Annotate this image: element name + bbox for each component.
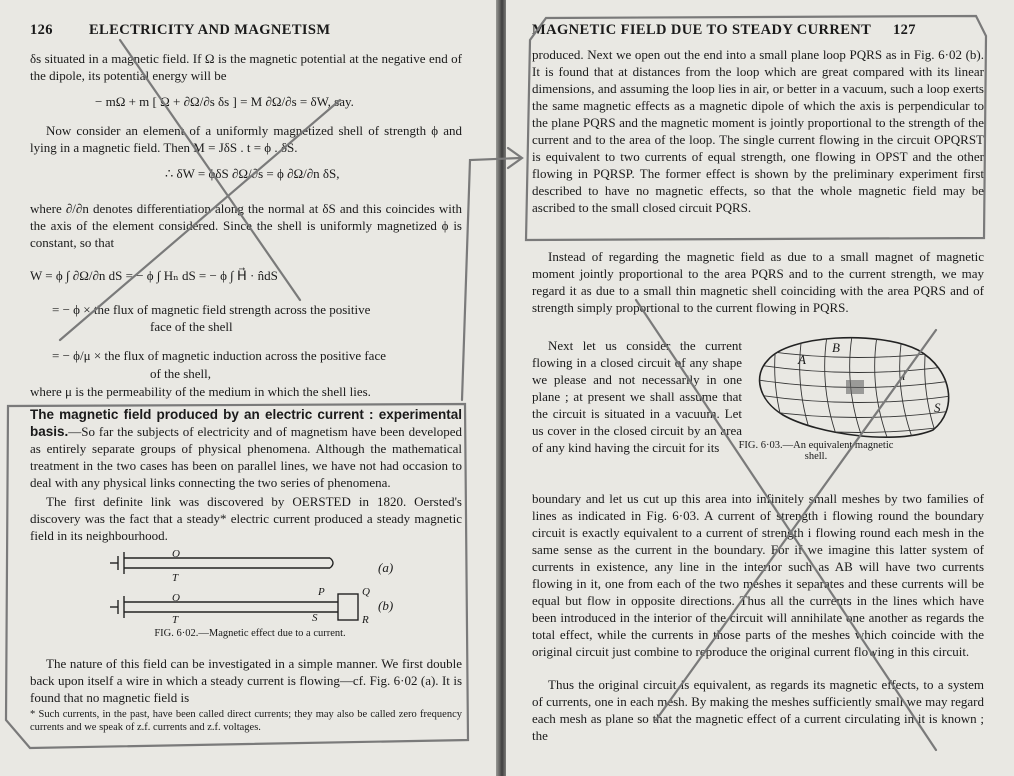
right-page [506, 0, 1014, 776]
figure-6-03 [758, 330, 958, 440]
fig-label-s-shell: S [934, 400, 941, 415]
right-paragraph-2: Instead of regarding the magnetic field as due to a small magnet of magnetic moment jointly proportional to the area PQRS and to the current strength, we may regard it as due to a small thin magnetic shell coinciding with the area PQRS and of strength simply proportional to the current flowing in PQRS. [532, 249, 984, 315]
loop-pqrs [338, 594, 358, 620]
equation-1: − mΩ + m [ Ω + ∂Ω/∂s δs ] = M ∂Ω/∂s = δW, say. [95, 94, 354, 109]
right-head-title: MAGNETIC FIELD DUE TO STEADY CURRENT [532, 22, 871, 38]
fig-label-i: i [902, 368, 906, 383]
figure-6-02-caption: FIG. 6·02.—Magnetic effect due to a current. [154, 628, 346, 639]
fig-label-a-mesh: A [798, 352, 806, 367]
right-paragraph-4: Thus the original circuit is equivalent, as regards its magnetic effects, to a system of currents, one in each mesh. By making the meshes sufficiently small we may regard each mesh as plane so that the magnetic effect of a current circulating in it is known ; the [532, 677, 984, 743]
section-block [30, 406, 462, 491]
section-title: The magnetic field produced by an electric current : experimental basis. [30, 407, 462, 439]
equation-5-cont: of the shell, [150, 366, 212, 381]
equation-3: W = ϕ ∫ ∂Ω/∂n dS = − ϕ ∫ Hₙ dS = − ϕ ∫ H⃗ · n̂dS [30, 268, 278, 283]
fig-label-r: R [362, 614, 369, 626]
wire-a-bend [330, 558, 333, 568]
equation-4-cont: face of the shell [150, 319, 233, 334]
fig-label-t-a: T [172, 572, 179, 584]
left-paragraph-5: —So far the subjects of electricity and of magnetism have been developed as entirely separate groups of physical phenomena. Although the mathematical treatment in the two cases has been on parallel lines, we have not had occasion to deal with any physical links connecting the two series of phenomena. [30, 424, 462, 490]
left-head-title: ELECTRICITY AND MAGNETISM [88, 22, 331, 38]
footnote: * Such currents, in the past, have been called direct currents; they may also be called zero frequency currents and we speak of z.f. currents and z.f. voltages. [30, 709, 462, 733]
left-paragraph-3: where ∂/∂n denotes differentiation along the normal at δS and this coincides with the axis of the element considered. Since the shell is uniformly magnetized ϕ is constant, so that [30, 201, 462, 250]
fig-label-q: Q [362, 586, 370, 598]
figure-6-03-caption: FIG. 6·03.—An equivalent magnetic shell. [738, 440, 894, 462]
equation-2: ∴ δW = ϕδS ∂Ω/∂s = ϕ ∂Ω/∂n δS, [165, 166, 340, 181]
fig-label-a: (a) [378, 560, 394, 575]
fig-label-o-a: O [172, 548, 180, 560]
equation-5: = − ϕ/μ × the flux of magnetic induction across the positive face [52, 348, 386, 363]
right-paragraph-1: produced. Next we open out the end into a small plane loop PQRS as in Fig. 6·02 (b). It is found that at distances from the loop which are great compared with its linear dimensions, and assuming the loop lies in air, or better in a vacuum, such a loop exerts the same magnetic effects as a magnetic dipole of which the axis is perpendicular to the plane PQRS and the magnetic moment is jointly proportional to the strength of the current and to the area of the loop. The single current flowing in the circuit OPQRST is equivalent to two currents of equal strength, one flowing in OPST and the other flowing in PQRSP. The former effect is shown by the preliminary experiment first described to have no magnetic effects, so that the whole magnetic field may be ascribed to the small closed circuit PQRS. [532, 47, 984, 215]
left-paragraph-2: Now consider an element of a uniformly magnetized shell of strength ϕ and lying in a magnetic field. Then M = JδS . t = ϕ . δS. [30, 123, 462, 155]
left-page-number: 126 [30, 22, 53, 38]
fig-label-t-b: T [172, 614, 179, 626]
left-page [0, 0, 498, 776]
left-paragraph-1: δs situated in a magnetic field. If Ω is the magnetic potential at the negative end of the dipole, its potential energy will be [30, 51, 462, 83]
equation-4: = − ϕ × the flux of magnetic field strength across the positive [52, 302, 371, 317]
right-running-head [532, 22, 1002, 39]
fig-label-b-mesh: B [832, 340, 840, 355]
fig-label-b: (b) [378, 598, 394, 613]
right-page-number: 127 [893, 22, 916, 38]
right-paragraph-3a: Next let us consider the current flowing in a closed circuit of any shape we please and not necessarily in one plane ; at present we shall assume that the circuit is situated in a vacuum. Let us cover in the closed circuit by an area of any kind having the circuit for its [532, 338, 742, 455]
left-paragraph-7: The nature of this field can be investigated in a simple manner. We first double back upon itself a wire in which a steady current is flowing—cf. Fig. 6·02 (a). It is found that no magnetic field is [30, 656, 462, 705]
fig-label-p: P [318, 586, 325, 598]
fig-label-o-b: O [172, 592, 180, 604]
left-paragraph-4: where μ is the permeability of the medium in which the shell lies. [30, 384, 371, 399]
right-paragraph-3b: boundary and let us cut up this area into infinitely small meshes by two families of lines as indicated in Fig. 6·03. A current of strength i flowing round the boundary circuit is exactly equivalent to a current of strength i flowing round each mesh in the same sense as the current in the boundary. For if we imagine this latter system of currents in existence, any line in the interior such as AB will have two currents flowing in it, one from each of the two meshes it separates and these currents will be equal but flow in opposite directions. Thus all the currents in the lines which have been introduced in the interior of the circuit will annihilate one another as regards the total effect, while the currents in those parts of the meshes which coincide with the original circuit just combine to reproduce the original current flowing in this circuit. [532, 491, 984, 659]
left-paragraph-6: The first definite link was discovered by OERSTED in 1820. Oersted's discovery was the fact that a steady* electric current produced a steady magnetic field in its neighbourhood. [30, 494, 462, 543]
left-running-head [30, 22, 460, 39]
fig-label-s: S [312, 612, 318, 624]
